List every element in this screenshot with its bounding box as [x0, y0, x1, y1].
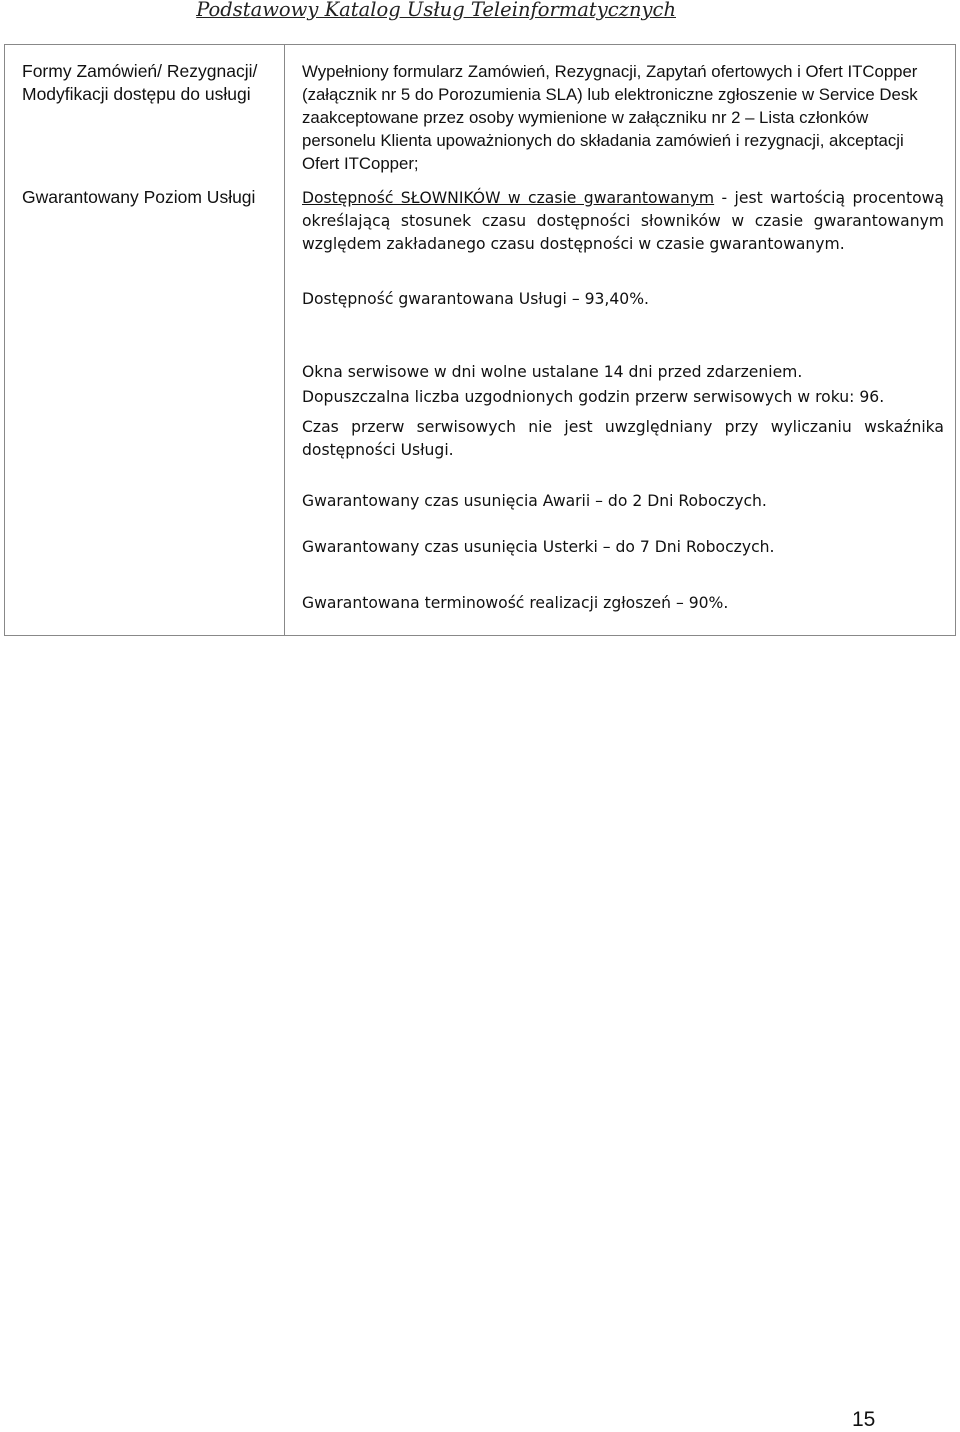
- row-content-order-forms: Wypełniony formularz Zamówień, Rezygnacji, Zapytań ofertowych i Ofert ITCopper (załącznik nr 5 do Porozumienia SLA) lub elektroniczne zgłoszenie w Service Desk zaakceptowane przez osoby wymienione w załączniku nr 2 – Lista członków personelu Klienta upoważnionych do składania zamówień i rezygnacji, akceptacji Ofert ITCopper;: [302, 62, 918, 173]
- guaranteed-availability: Dostępność gwarantowana Usługi – 93,40%.: [302, 290, 649, 308]
- request-timeliness: Gwarantowana terminowość realizacji zgłoszeń – 90%.: [302, 594, 729, 612]
- page-header: [0, 0, 960, 30]
- availability-description: - jest wartością procentową określającą stosunek czasu dostępności słowników w czasie gwarantowanym względem zakładanego czasu dostępności w czasie gwarantowanym.: [302, 189, 944, 253]
- allowed-maintenance-hours: Dopuszczalna liczba uzgodnionych godzin przerw serwisowych w roku: 96.: [302, 388, 885, 406]
- service-windows: Okna serwisowe w dni wolne ustalane 14 dni przed zdarzeniem.: [302, 363, 803, 381]
- maintenance-not-counted: Czas przerw serwisowych nie jest uwzględniany przy wyliczaniu wskaźnika dostępności Usługi.: [302, 418, 944, 459]
- page-number: 15: [852, 1408, 876, 1431]
- document-title: Podstawowy Katalog Usług Teleinformatycznych: [196, 0, 676, 21]
- column-divider: [284, 45, 285, 635]
- failure-resolution-time: Gwarantowany czas usunięcia Awarii – do 2 Dni Roboczych.: [302, 492, 767, 510]
- availability-definition: [302, 187, 944, 256]
- availability-term: Dostępność SŁOWNIKÓW w czasie gwarantowanym: [302, 189, 715, 207]
- fault-resolution-time: Gwarantowany czas usunięcia Usterki – do 7 Dni Roboczych.: [302, 538, 775, 556]
- row-label-service-level: Gwarantowany Poziom Usługi: [22, 187, 256, 207]
- row-label-order-forms: Formy Zamówień/ Rezygnacji/ Modyfikacji dostępu do usługi: [22, 61, 258, 104]
